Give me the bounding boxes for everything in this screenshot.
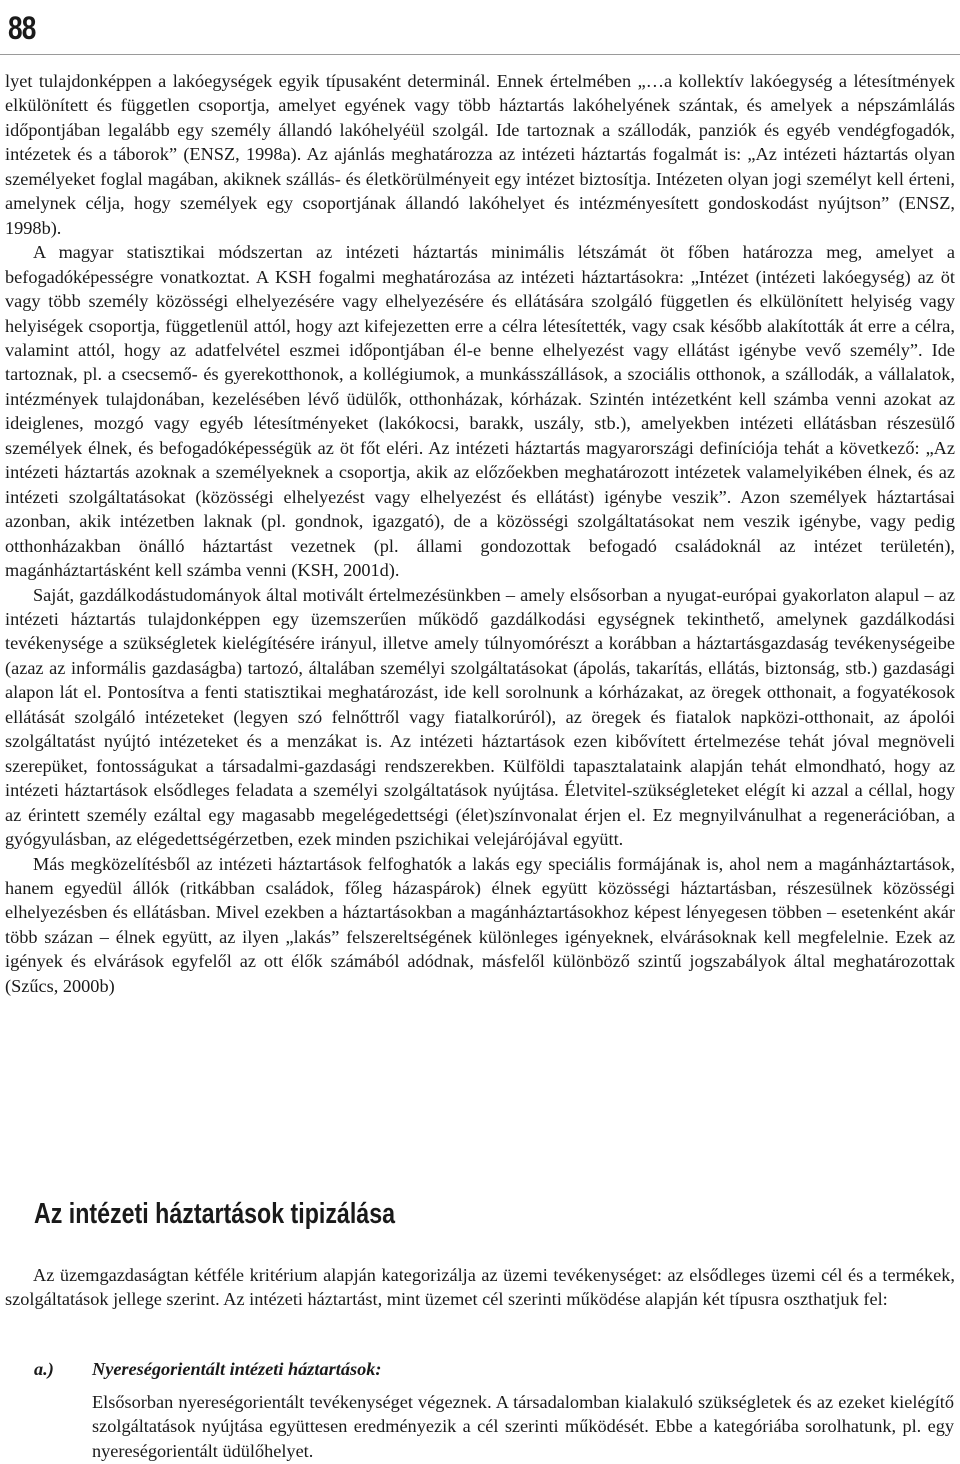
section-heading: Az intézeti háztartások tipizálása [34, 1198, 395, 1230]
list-item-label: a.) [34, 1359, 54, 1379]
main-text-block [5, 69, 955, 998]
header-divider [0, 54, 960, 55]
paragraph-2: A magyar statisztikai módszertan az intézeti háztartás minimális létszámát öt főben határozza meg, amelyet a befogadóképességre vonatkoztat. A KSH fogalmi meghatározása az intézeti háztartásokra: „Intézet (intézeti lakóegység) az öt vagy több személy közösségi elhelyezésére vagy elhelyezésére és ellátására szolgáló független és elkülönített helyiség vagy helyiségek csoportja, függetlenül attól, hogy azt kifejezetten erre a célra létesítették, vagy csak később alakították át erre a célra, valamint attól, hogy az adatfelvétel eszmei időpontjában él-e benne elhelyezést vagy ellátást igénybe vevő személy”. Ide tartoznak, pl. a csecsemő- és gyerekotthonok, a kollégiumok, a munkásszállások, a szociális otthonok, a szállodák, a vállalatok, intézmények tulajdonában, kezelésében lévő üdülők, otthonházak, kórházak. Szintén intézetként kell számba venni azokat az ideiglenes, mozgó vagy egyéb létesítményeket (lakókocsi, barakk, uszály, stb.), amelyekben intézeti ellátásban részesülő személyek élnek, és befogadóképességük az öt főt eléri. Az intézeti háztartás magyarországi definíciója tehát a következő: „Az intézeti háztartás azoknak a személyeknek a csoportja, akik az előzőekben meghatározott intézetek valamelyikében élnek, és az intézeti szolgáltatásokat (közösségi elhelyezést vagy elhelyezést és ellátást) igénybe veszik”. Azon személyek háztartásai azonban, akik intézetben laknak (pl. gondnok, igazgató), de a közösségi szolgáltatásokat nem veszik igénybe, vagy pedig otthonházakban önálló háztartást vezetnek (pl. állami gondozottak befogadó családoknál az intézet területén), magánháztartásként kell számba venni (KSH, 2001d). [5, 242, 955, 581]
list-item-paragraph: Elsősorban nyereségorientált tevékenységet végeznek. A társadalomban kialakuló szükségletek és az ezeket kielégítő szolgáltatások nyújtása együttesen eredményezik a cél szerinti működését. Ebbe a kategóriába sorolhatunk, pl. egy nyereségorientált üdülőhelyet. [92, 1392, 954, 1461]
section-intro [5, 1263, 955, 1312]
paragraph-3: Saját, gazdálkodástudományok által motivált értelmezésünkben – amely elsősorban a nyugat-európai gyakorlaton alapul – az intézeti háztartás tulajdonképpen egy üzemszerűen működő gazdálkodási egységnek tekinthető, amelynek gazdálkodási tevékenysége a szükségletek kielégítésére irányul, illetve amely túlnyomórészt a korábban a háztartásgazdaság tevékenységeibe (azaz az informális gazdaságba) tartozó, általában személyi szolgáltatásokat (ápolás, takarítás, ellátás, biztonság, stb.) gazdasági alapon lát el. Pontosítva a fenti statisztikai meghatározást, ide kell sorolnunk a kórházakat, az öregek otthonait, a fogyatékosok ellátását szolgáló intézeteket (legyen szó felnőttről vagy fiatalkorúról), az öregek és fiatalok napközi-otthonait, az ápolói szolgáltatást nyújtó intézeteket és a menzákat is. Az intézeti háztartások ezen kibővített értelmezése tehát jóval megnöveli szerepüket, fontosságukat a társadalmi-gazdasági rendszerekben. Külföldi tapasztalataink alapján tehát elmondható, hogy az intézeti háztartások elsődleges feladata a személyi szolgáltatások nyújtása. Életvitel-szükségleteket elégít ki azzal a céllal, hogy az érintett személy ezáltal egy magasabb megelégedettségi (élet)színvonalat érjen el. Ez megnyilvánulhat a regenerációban, a gyógyulásban, az elégedettségérzetben, ezek minden pszichikai velejárójával együtt. [5, 584, 955, 850]
page-number: 88 [8, 10, 36, 46]
list-item-title: Nyereségorientált intézeti háztartások: [92, 1359, 382, 1379]
list-item-body [92, 1390, 954, 1463]
section-intro-paragraph: Az üzemgazdaságtan kétféle kritérium alapján kategorizálja az üzemi tevékenységet: az elsődleges üzemi cél és a termékek, szolgáltatások jellege szerint. Az intézeti háztartást, mint üzemet cél szerinti működése alapján két típusra oszthatjuk fel: [5, 1265, 955, 1310]
paragraph-4: Más megközelítésből az intézeti háztartások felfoghatók a lakás egy speciális formájának is, ahol nem a magánháztartások, hanem egyedül állók (ritkábban családok, főleg házaspárok) élnek együtt közösségi háztartásban, részesülnek közösségi elhelyezésben és ellátásban. Mivel ezekben a háztartásokban a magánháztartásokhoz képest lényegesen többen – esetenként akár több százan – élnek együtt, az ilyen „lakás” felszereltségének különleges igényeknek, elvárásoknak kell megfelelnie. Ezek az igények és elvárások egyfelől az ott élők számából adódnak, másfelől különböző szintű jogszabályok által meghatározottak (Szűcs, 2000b) [5, 853, 955, 996]
paragraph-1: lyet tulajdonképpen a lakóegységek egyik típusaként determinál. Ennek értelmében „…a kollektív lakóegység a létesítmények elkülönített és független csoportja, amelyet egyének vagy több háztartás lakóhelyének szántak, és amelyek a népszámlálás időpontjában legalább egy személy állandó lakóhelyéül szolgál. Ide tartoznak a szállodák, panziók és egyéb vendégfogadók, intézetek és a táborok” (ENSZ, 1998a). Az ajánlás meghatározza az intézeti háztartás fogalmát is: „Az intézeti háztartás olyan személyeket foglal magában, akiknek szállás- és életkörülményeit egy intézet biztosítja. Intézeten olyan jogi személyt kell érteni, amelynek célja, hogy személyek egy csoportjának állandó lakóhelyet és intézményesített gondoskodást nyújtson” (ENSZ, 1998b). [5, 71, 955, 238]
